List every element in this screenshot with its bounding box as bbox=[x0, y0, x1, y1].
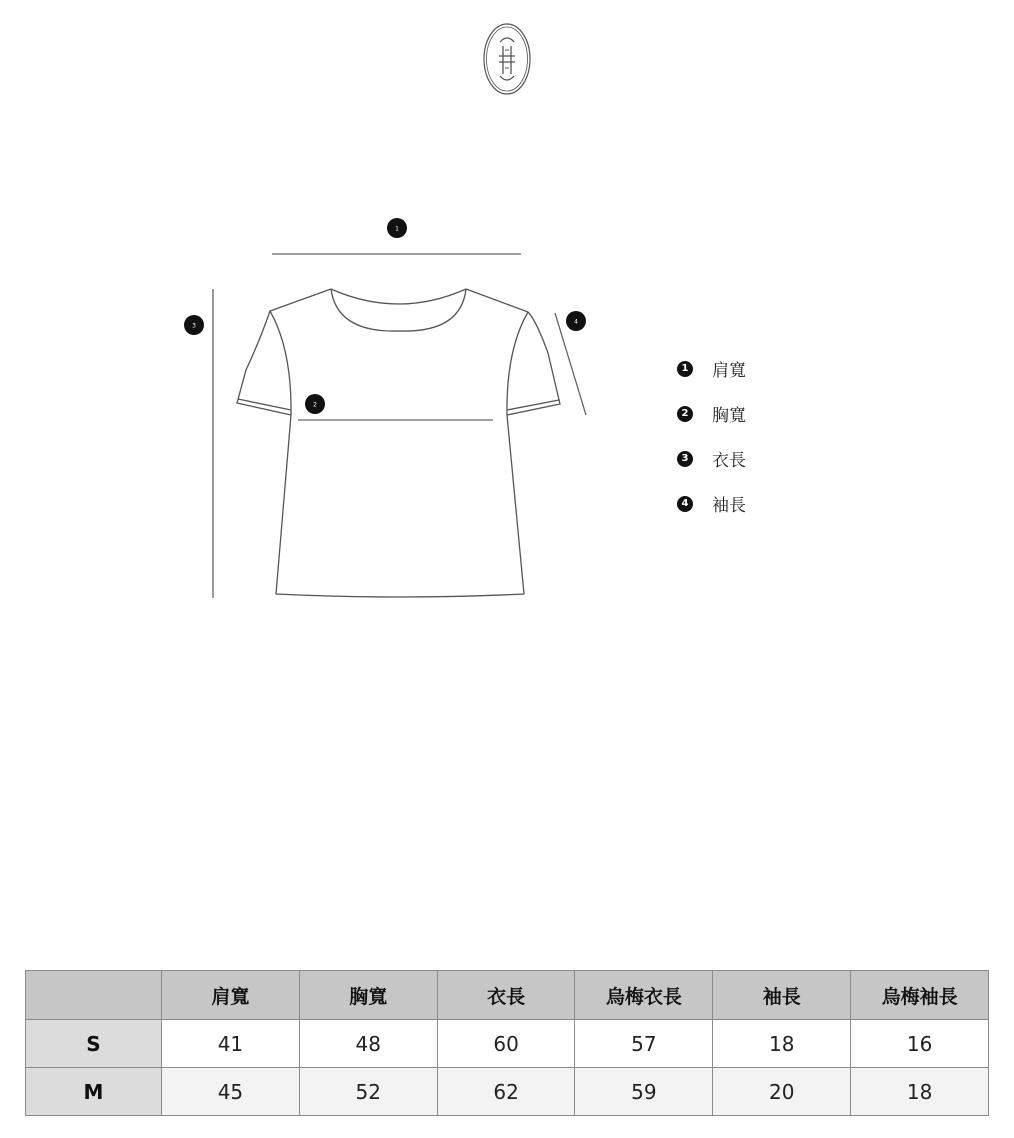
column-header-wumei-body-length: 烏梅衣長 bbox=[575, 971, 713, 1020]
table-cell: 62 bbox=[437, 1068, 575, 1116]
row-header-size: S bbox=[26, 1020, 162, 1068]
column-header-chest-width: 胸寬 bbox=[299, 971, 437, 1020]
marker-1 bbox=[387, 218, 407, 238]
measurement-legend bbox=[677, 346, 746, 526]
svg-text:2: 2 bbox=[313, 401, 317, 409]
legend-label: 胸寬 bbox=[712, 406, 746, 426]
legend-item-shoulder-width bbox=[677, 346, 746, 391]
table-cell: 48 bbox=[299, 1020, 437, 1068]
column-header-sleeve-length: 袖長 bbox=[713, 971, 851, 1020]
legend-number-badge: 2 bbox=[677, 406, 693, 422]
legend-item-body-length bbox=[677, 436, 746, 481]
table-cell: 60 bbox=[437, 1020, 575, 1068]
marker-4 bbox=[566, 311, 586, 331]
table-cell: 18 bbox=[851, 1068, 989, 1116]
legend-label: 袖長 bbox=[712, 496, 746, 516]
table-cell: 16 bbox=[851, 1020, 989, 1068]
marker-2 bbox=[305, 394, 325, 414]
table-cell: 20 bbox=[713, 1068, 851, 1116]
table-cell: 41 bbox=[162, 1020, 300, 1068]
table-cell: 45 bbox=[162, 1068, 300, 1116]
table-cell: 59 bbox=[575, 1068, 713, 1116]
legend-number-badge: 1 bbox=[677, 361, 693, 377]
svg-text:3: 3 bbox=[192, 322, 196, 330]
column-header-wumei-sleeve-length: 烏梅袖長 bbox=[851, 971, 989, 1020]
legend-number-badge: 4 bbox=[677, 496, 693, 512]
svg-text:4: 4 bbox=[574, 318, 578, 326]
size-table bbox=[25, 970, 989, 1116]
legend-label: 衣長 bbox=[712, 451, 746, 471]
table-header-row bbox=[26, 971, 989, 1020]
legend-label: 肩寬 bbox=[712, 361, 746, 381]
marker-3 bbox=[184, 315, 204, 335]
legend-item-chest-width bbox=[677, 391, 746, 436]
table-cell: 18 bbox=[713, 1020, 851, 1068]
row-header-size: M bbox=[26, 1068, 162, 1116]
table-corner-cell bbox=[26, 971, 162, 1020]
t-shirt-outline-icon bbox=[237, 289, 560, 597]
column-header-shoulder-width: 肩寬 bbox=[162, 971, 300, 1020]
legend-item-sleeve-length bbox=[677, 481, 746, 526]
column-header-body-length: 衣長 bbox=[437, 971, 575, 1020]
table-cell: 57 bbox=[575, 1020, 713, 1068]
table-row-m bbox=[26, 1068, 989, 1116]
legend-number-badge: 3 bbox=[677, 451, 693, 467]
svg-text:1: 1 bbox=[395, 225, 399, 233]
table-cell: 52 bbox=[299, 1068, 437, 1116]
table-row-s bbox=[26, 1020, 989, 1068]
